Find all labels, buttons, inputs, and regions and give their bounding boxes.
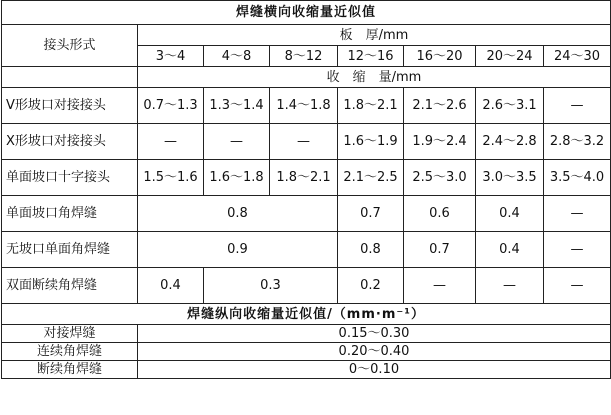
table-cell: — <box>544 196 611 232</box>
table-row <box>2 361 611 379</box>
table-cell: 0.7 <box>338 196 404 232</box>
table-cell: 0.6 <box>404 196 476 232</box>
merged-cell: 0.8 <box>138 196 338 232</box>
empty-cell <box>2 67 138 88</box>
table-cell: 0.2 <box>338 268 404 304</box>
table-cell: — <box>138 124 204 160</box>
row-label: X形坡口对接接头 <box>2 124 138 160</box>
table-cell: 1.5～1.6 <box>138 160 204 196</box>
table-cell: 0.4 <box>476 196 544 232</box>
table-row <box>2 124 611 160</box>
table-row <box>2 88 611 124</box>
table-row <box>2 325 611 343</box>
table-cell: 0.4 <box>138 268 204 304</box>
table-row <box>2 196 611 232</box>
thickness-range: 20～24 <box>476 46 544 67</box>
table-cell: 3.0～3.5 <box>476 160 544 196</box>
table-cell: 2.1～2.5 <box>338 160 404 196</box>
thickness-range: 24～30 <box>544 46 611 67</box>
table-cell: — <box>270 124 338 160</box>
table-cell: 1.8～2.1 <box>270 160 338 196</box>
row-label: 断续角焊缝 <box>2 361 138 379</box>
table-cell: 3.5～4.0 <box>544 160 611 196</box>
row-label: 单面坡口十字接头 <box>2 160 138 196</box>
row-label: 无坡口单面角焊缝 <box>2 232 138 268</box>
row-label: 连续角焊缝 <box>2 343 138 361</box>
merged-cell: 0.9 <box>138 232 338 268</box>
table-row <box>2 160 611 196</box>
table-cell: 1.9～2.4 <box>404 124 476 160</box>
table-cell: — <box>544 88 611 124</box>
table-cell: 1.4～1.8 <box>270 88 338 124</box>
row-label: 单面坡口角焊缝 <box>2 196 138 232</box>
table-cell: 1.6～1.8 <box>204 160 270 196</box>
merged-cell: 0～0.10 <box>138 361 611 379</box>
table-cell: 1.6～1.9 <box>338 124 404 160</box>
table-row <box>2 232 611 268</box>
thickness-header-row <box>2 25 611 46</box>
merged-cell: 0.20～0.40 <box>138 343 611 361</box>
merged-cell: 0.3 <box>204 268 338 304</box>
thickness-header: 板 厚/mm <box>138 25 611 46</box>
table-cell: 2.4～2.8 <box>476 124 544 160</box>
table-row <box>2 343 611 361</box>
table-cell: — <box>204 124 270 160</box>
table-cell: 1.8～2.1 <box>338 88 404 124</box>
merged-cell: 0.15～0.30 <box>138 325 611 343</box>
row-label: V形坡口对接接头 <box>2 88 138 124</box>
transverse-title: 焊缝横向收缩量近似值 <box>2 1 611 25</box>
shrinkage-header: 收 缩 量/mm <box>138 67 611 88</box>
table-cell: 2.8～3.2 <box>544 124 611 160</box>
table-row <box>2 268 611 304</box>
table-cell: 2.6～3.1 <box>476 88 544 124</box>
table-cell: — <box>404 268 476 304</box>
row-label: 对接焊缝 <box>2 325 138 343</box>
longitudinal-title-row <box>2 304 611 325</box>
table-cell: — <box>544 268 611 304</box>
thickness-range: 12～16 <box>338 46 404 67</box>
table-cell: 0.7～1.3 <box>138 88 204 124</box>
table-cell: 0.8 <box>338 232 404 268</box>
table-cell: — <box>544 232 611 268</box>
transverse-title-row <box>2 1 611 25</box>
weld-shrinkage-table <box>1 0 611 379</box>
thickness-range: 8～12 <box>270 46 338 67</box>
table-cell: 2.1～2.6 <box>404 88 476 124</box>
joint-form-header: 接头形式 <box>2 25 138 67</box>
table-cell: 0.4 <box>476 232 544 268</box>
table-cell: 1.3～1.4 <box>204 88 270 124</box>
table-cell: — <box>476 268 544 304</box>
shrinkage-header-row <box>2 67 611 88</box>
thickness-range: 4～8 <box>204 46 270 67</box>
longitudinal-title: 焊缝纵向收缩量近似值/（mm·m⁻¹） <box>2 304 611 325</box>
thickness-range: 16～20 <box>404 46 476 67</box>
table-cell: 0.7 <box>404 232 476 268</box>
thickness-range: 3～4 <box>138 46 204 67</box>
row-label: 双面断续角焊缝 <box>2 268 138 304</box>
table-cell: 2.5～3.0 <box>404 160 476 196</box>
